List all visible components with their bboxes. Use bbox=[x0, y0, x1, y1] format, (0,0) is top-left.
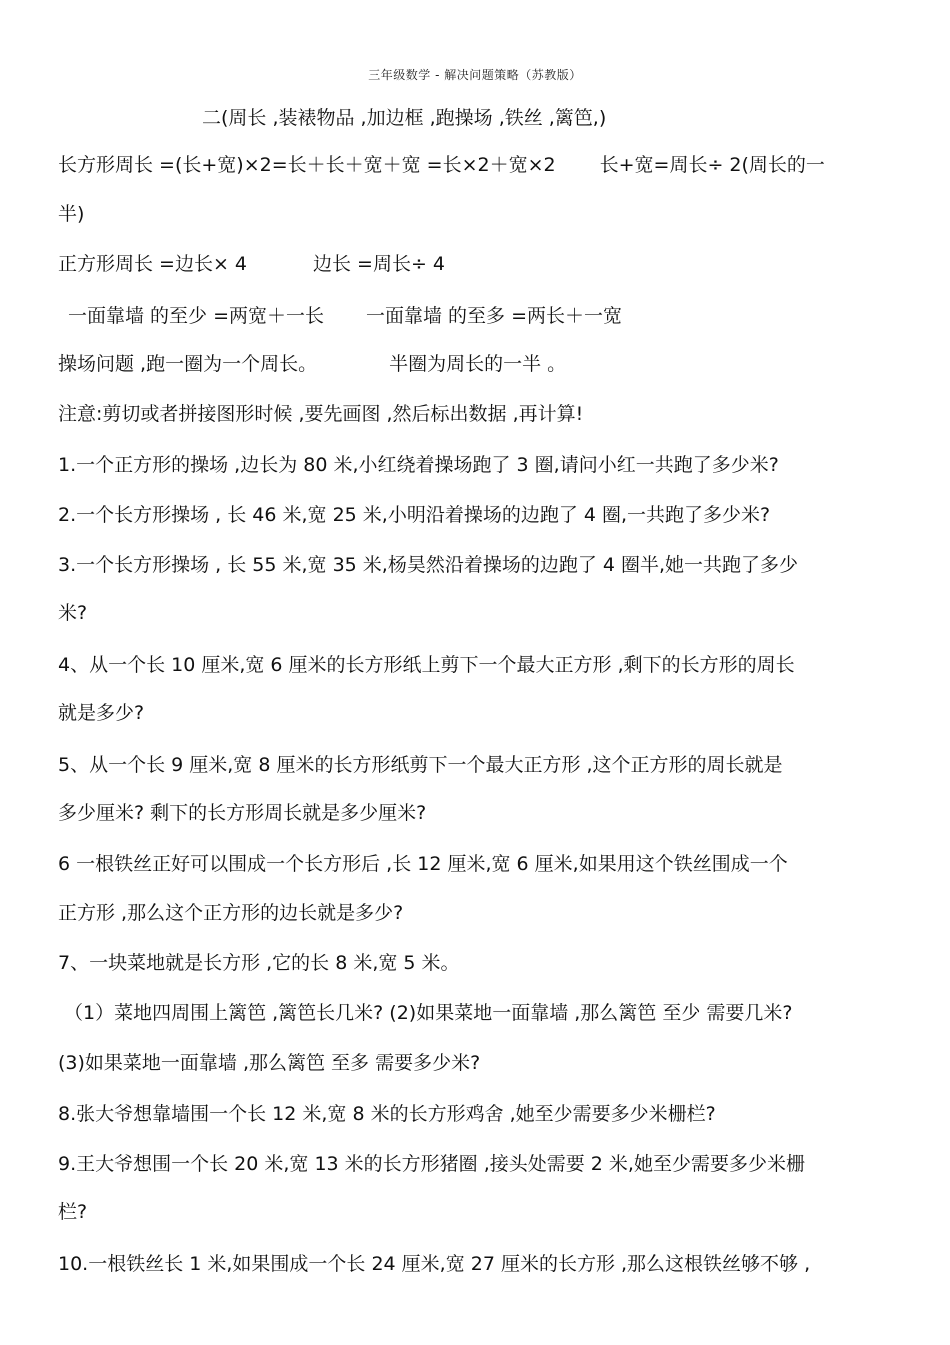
problem-3-continued: 米? bbox=[58, 602, 88, 624]
formula-track-line bbox=[58, 351, 566, 377]
problem-9-continued: 栏? bbox=[58, 1201, 88, 1223]
formula-track-half: 半圈为周长的一半 。 bbox=[389, 353, 567, 375]
problem-7-parts: （1）菜地四周围上篱笆 ,篱笆长几米? (2)如果菜地一面靠墙 ,那么篱笆 至少 需要几米? bbox=[64, 1002, 793, 1024]
section-title: 二(周长 ,装裱物品 ,加边框 ,跑操场 ,铁丝 ,篱笆,) bbox=[202, 107, 607, 129]
formula-square-perimeter: 正方形周长 =边长× 4 bbox=[58, 253, 248, 275]
formula-wall-line bbox=[68, 303, 622, 329]
problem-3: 3.一个长方形操场 , 长 55 米,宽 35 米,杨昊然沿着操场的边跑了 4 圈半,她一共跑了多少 bbox=[58, 554, 799, 576]
formula-track-lap: 操场问题 ,跑一圈为一个周长。 bbox=[58, 353, 318, 375]
problem-4: 4、从一个长 10 厘米,宽 6 厘米的长方形纸上剪下一个最大正方形 ,剩下的长方形的周长 bbox=[58, 654, 795, 676]
problem-7: 7、一块菜地就是长方形 ,它的长 8 米,宽 5 米。 bbox=[58, 952, 460, 974]
formula-length-plus-width: 长+宽=周长÷ 2(周长的一 bbox=[599, 154, 825, 176]
formula-rectangle-continued: 半) bbox=[58, 203, 85, 225]
page-header: 三年级数学 - 解决问题策略（苏教版） bbox=[368, 68, 582, 82]
formula-side-length: 边长 =周长÷ 4 bbox=[313, 253, 446, 275]
problem-5-continued: 多少厘米? 剩下的长方形周长就是多少厘米? bbox=[58, 802, 427, 824]
formula-wall-maximum: 一面靠墙 的至多 =两长＋一宽 bbox=[366, 305, 622, 327]
formula-rectangle-perimeter: 长方形周长 =(长+宽)×2=长＋长＋宽＋宽 =长×2＋宽×2 bbox=[58, 154, 556, 176]
problem-5: 5、从一个长 9 厘米,宽 8 厘米的长方形纸剪下一个最大正方形 ,这个正方形的周长就是 bbox=[58, 754, 783, 776]
problem-7-part-3: (3)如果菜地一面靠墙 ,那么篱笆 至多 需要多少米? bbox=[58, 1052, 481, 1074]
formula-square-line bbox=[58, 251, 445, 277]
note-text: 注意:剪切或者拼接图形时候 ,要先画图 ,然后标出数据 ,再计算! bbox=[58, 403, 584, 425]
formula-wall-minimum: 一面靠墙 的至少 =两宽＋一长 bbox=[68, 305, 324, 327]
problem-8: 8.张大爷想靠墙围一个长 12 米,宽 8 米的长方形鸡舍 ,她至少需要多少米栅栏? bbox=[58, 1103, 716, 1125]
formula-rectangle-line bbox=[58, 152, 825, 178]
problem-9: 9.王大爷想围一个长 20 米,宽 13 米的长方形猪圈 ,接头处需要 2 米,她至少需要多少米栅 bbox=[58, 1153, 805, 1175]
problem-6-continued: 正方形 ,那么这个正方形的边长就是多少? bbox=[58, 902, 404, 924]
problem-10: 10.一根铁丝长 1 米,如果围成一个长 24 厘米,宽 27 厘米的长方形 ,那么这根铁丝够不够 , bbox=[58, 1253, 811, 1275]
problem-2: 2.一个长方形操场 , 长 46 米,宽 25 米,小明沿着操场的边跑了 4 圈,一共跑了多少米? bbox=[58, 504, 771, 526]
problem-1: 1.一个正方形的操场 ,边长为 80 米,小红绕着操场跑了 3 圈,请问小红一共跑了多少米? bbox=[58, 454, 779, 476]
problem-6: 6 一根铁丝正好可以围成一个长方形后 ,长 12 厘米,宽 6 厘米,如果用这个铁丝围成一个 bbox=[58, 853, 788, 875]
problem-4-continued: 就是多少? bbox=[58, 702, 145, 724]
